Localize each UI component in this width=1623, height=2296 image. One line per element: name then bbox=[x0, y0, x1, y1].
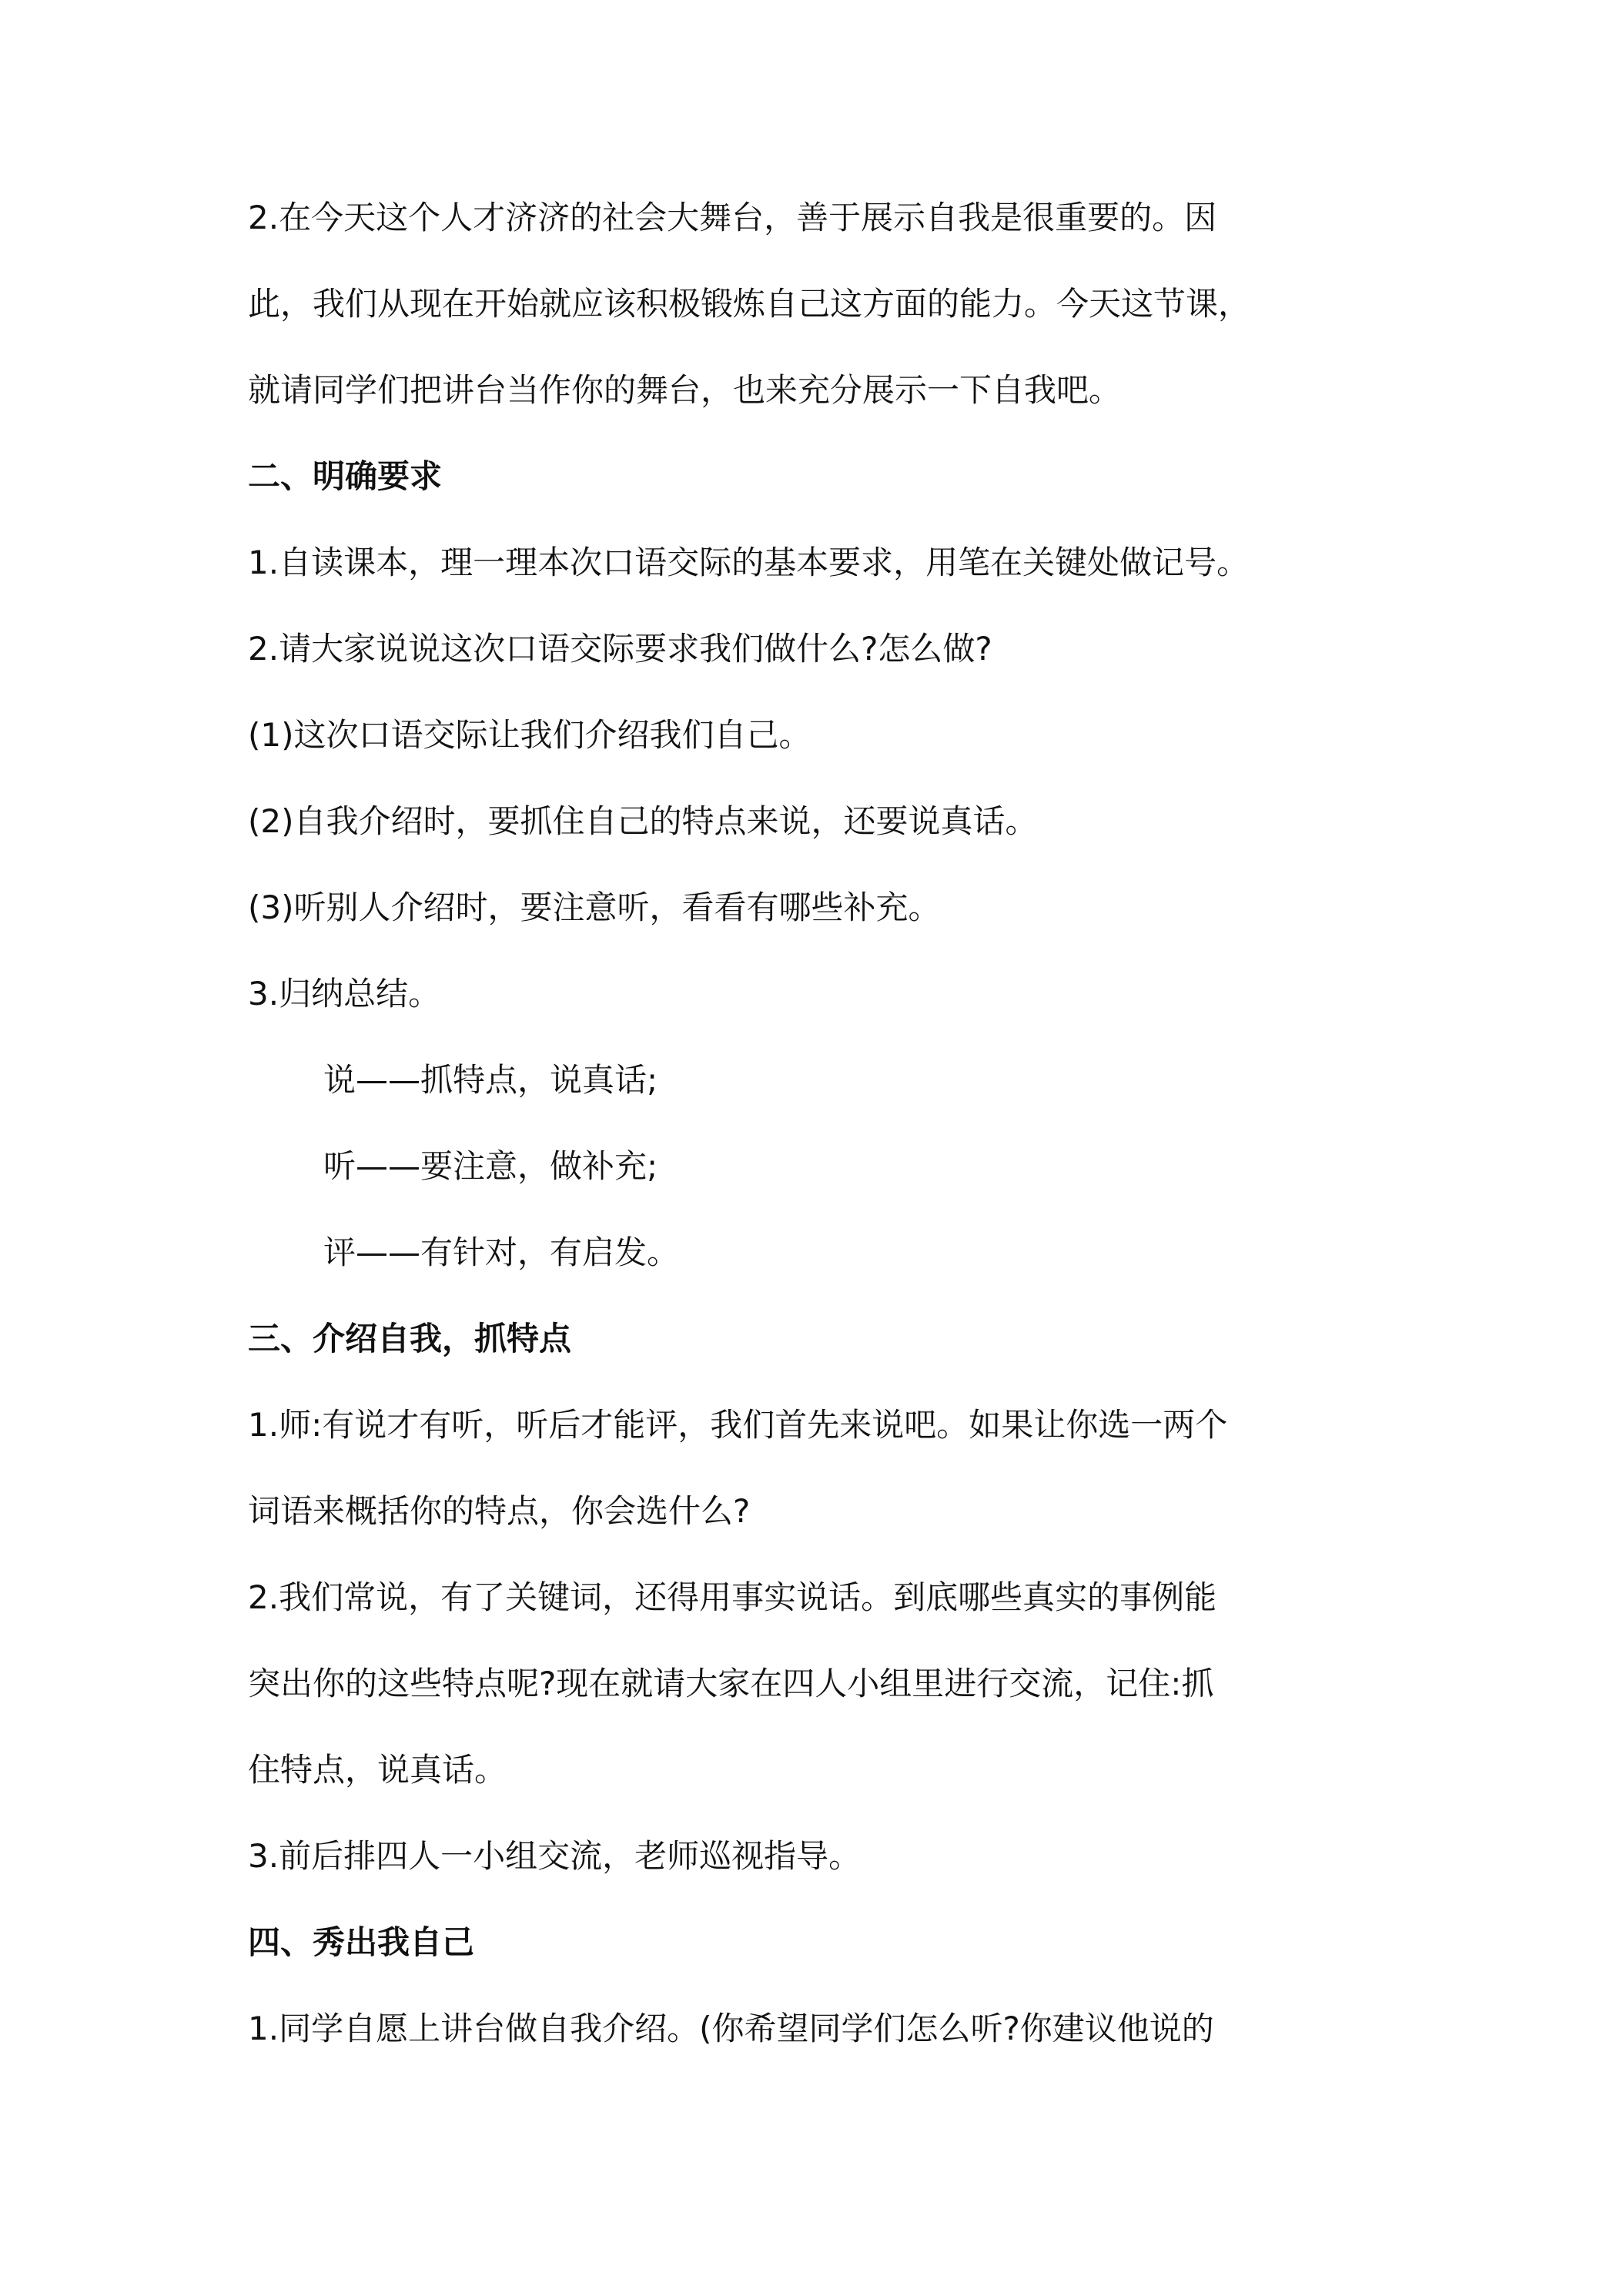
section3-p2-line1: 2.我们常说，有了关键词，还得用事实说话。到底哪些真实的事例能 bbox=[248, 1578, 1217, 1616]
section3-p3: 3.前后排四人一小组交流，老师巡视指导。 bbox=[248, 1837, 862, 1875]
section3-heading: 三、介绍自我，抓特点 bbox=[248, 1320, 572, 1357]
section2-item-3: (3)听别人介绍时，要注意听，看看有哪些补充。 bbox=[248, 889, 941, 926]
section2-p1: 1.自读课本，理一理本次口语交际的基本要求，用笔在关键处做记号。 bbox=[248, 544, 1250, 581]
summary-listen: 听——要注意，做补充; bbox=[323, 1147, 658, 1185]
section1-p2-line2: 此，我们从现在开始就应该积极锻炼自己这方面的能力。今天这节课， bbox=[248, 285, 1251, 323]
section3-p2-line3: 住特点，说真话。 bbox=[248, 1751, 507, 1789]
summary-speak: 说——抓特点，说真话; bbox=[323, 1061, 658, 1099]
section2-item-2: (2)自我介绍时，要抓住自己的特点来说，还要说真话。 bbox=[248, 802, 1038, 840]
section1-p2-line1: 2.在今天这个人才济济的社会大舞台，善于展示自我是很重要的。因 bbox=[248, 199, 1217, 236]
section2-p3: 3.归纳总结。 bbox=[248, 975, 441, 1012]
section4-p1: 1.同学自愿上讲台做自我介绍。(你希望同学们怎么听?你建议他说的 bbox=[248, 2010, 1214, 2047]
section3-p2-line2: 突出你的这些特点呢?现在就请大家在四人小组里进行交流，记住:抓 bbox=[248, 1665, 1214, 1702]
section2-p2: 2.请大家说说这次口语交际要求我们做什么?怎么做? bbox=[248, 630, 992, 668]
section4-heading: 四、秀出我自己 bbox=[248, 1923, 475, 1961]
section2-heading: 二、明确要求 bbox=[248, 457, 443, 495]
section3-p1-line2: 词语来概括你的特点，你会选什么? bbox=[248, 1492, 751, 1530]
section2-item-1: (1)这次口语交际让我们介绍我们自己。 bbox=[248, 716, 812, 754]
section1-p2-line3: 就请同学们把讲台当作你的舞台，也来充分展示一下自我吧。 bbox=[248, 371, 1122, 409]
summary-evaluate: 评——有针对，有启发。 bbox=[323, 1233, 680, 1271]
section3-p1-line1: 1.师:有说才有听，听后才能评，我们首先来说吧。如果让你选一两个 bbox=[248, 1406, 1228, 1444]
